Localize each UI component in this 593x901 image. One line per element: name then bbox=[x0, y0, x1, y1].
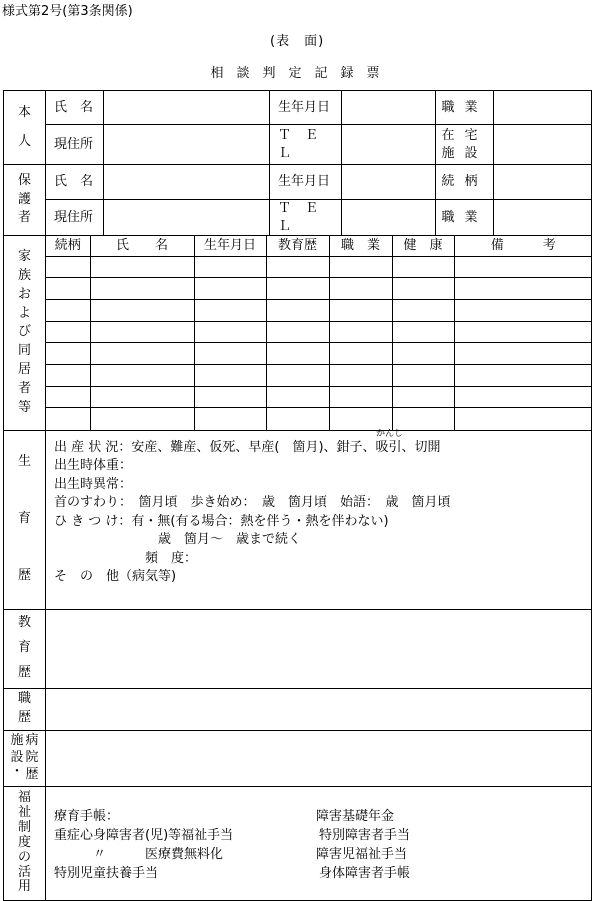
hospital-field[interactable] bbox=[46, 730, 592, 786]
welfare-item: 特別障害者手当 bbox=[319, 828, 411, 844]
education-label: 教 育 歴 bbox=[4, 609, 46, 688]
welfare-item: 身体障害者手帳 bbox=[319, 866, 411, 882]
guardian-relation-label: 続柄 bbox=[436, 165, 494, 200]
hospital-label: 施 設 ・ 病 院 歴 bbox=[4, 730, 46, 786]
person-label: 本 人 bbox=[4, 91, 46, 165]
consultation-form bbox=[3, 90, 592, 901]
family-col-name: 氏 名 bbox=[90, 236, 194, 256]
welfare-item: 療育手帳： bbox=[54, 809, 120, 825]
family-col-birth: 生年月日 bbox=[194, 236, 266, 256]
welfare-item: 障害児福祉手当 bbox=[316, 847, 408, 863]
person-name-field[interactable] bbox=[104, 91, 270, 125]
person-tel-label: ＴＥＬ bbox=[270, 125, 342, 165]
welfare-label: 福 祉 制 度 の 活 用 bbox=[4, 786, 46, 900]
side-label: (表 面) bbox=[270, 34, 325, 49]
guardian-job-field[interactable] bbox=[494, 200, 592, 236]
guardian-tel-label: ＴＥＬ bbox=[270, 200, 342, 236]
person-address-label: 現住所 bbox=[46, 125, 104, 165]
guardian-job-label: 職業 bbox=[436, 200, 494, 236]
table-row[interactable] bbox=[46, 299, 592, 321]
table-row[interactable] bbox=[46, 256, 592, 278]
welfare-item: 重症心身障害者(児)等福祉手当 bbox=[54, 828, 234, 844]
person-job-label: 職業 bbox=[436, 91, 494, 125]
family-label: 家 族 お よ び 同 居 者 等 bbox=[4, 236, 46, 431]
guardian-address-field[interactable] bbox=[104, 200, 270, 236]
convulsion-line: ひ き つ け：有・無(有る場合：熱を伴う・熱を伴わない) bbox=[54, 513, 389, 529]
person-birth-label: 生年月日 bbox=[270, 91, 342, 125]
work-label: 職 歴 bbox=[4, 688, 46, 730]
guardian-relation-field[interactable] bbox=[494, 165, 592, 200]
birth-abnormality-line: 出生時異常： bbox=[54, 476, 133, 492]
list-item bbox=[54, 827, 591, 846]
growth-block[interactable] bbox=[46, 430, 592, 609]
family-table bbox=[46, 236, 592, 430]
family-col-notes: 備 考 bbox=[454, 236, 592, 256]
guardian-name-label: 氏 名 bbox=[46, 165, 104, 200]
guardian-tel-field[interactable] bbox=[342, 200, 436, 236]
person-job-field[interactable] bbox=[494, 91, 592, 125]
family-col-health: 健 康 bbox=[392, 236, 454, 256]
family-col-job: 職 業 bbox=[329, 236, 392, 256]
welfare-block[interactable] bbox=[46, 786, 592, 900]
person-facility-label: 在宅 施設 bbox=[436, 125, 494, 165]
list-item bbox=[54, 808, 591, 827]
person-name-label: 氏 名 bbox=[46, 91, 104, 125]
table-row[interactable] bbox=[46, 365, 592, 387]
guardian-label: 保 護 者 bbox=[4, 165, 46, 236]
person-tel-field[interactable] bbox=[342, 125, 436, 165]
person-birth-field[interactable] bbox=[342, 91, 436, 125]
education-field[interactable] bbox=[46, 609, 592, 688]
guardian-name-field[interactable] bbox=[104, 165, 270, 200]
table-row[interactable] bbox=[46, 408, 592, 430]
table-row[interactable] bbox=[46, 343, 592, 365]
list-item bbox=[54, 846, 591, 865]
person-address-field[interactable] bbox=[104, 125, 270, 165]
welfare-item: 障害基礎年金 bbox=[316, 809, 395, 825]
guardian-birth-field[interactable] bbox=[342, 165, 436, 200]
development-line: 首のすわり： 箇月頃 歩き始め： 歳 箇月頃 始語： 歳 箇月頃 bbox=[54, 495, 451, 511]
convulsion-duration-line: 歳 箇月～ 歳まで続く bbox=[54, 532, 302, 548]
list-item bbox=[54, 865, 591, 884]
guardian-birth-label: 生年月日 bbox=[270, 165, 342, 200]
family-cell bbox=[46, 236, 592, 431]
family-col-relation: 続柄 bbox=[46, 236, 90, 256]
table-row[interactable] bbox=[46, 278, 592, 300]
growth-label: 生 育 歴 bbox=[4, 430, 46, 609]
birth-weight-line: 出生時体重： bbox=[54, 458, 133, 474]
birth-condition-line: 出 産 状 況：安産、難産、仮死、早産( 箇月)、鉗子、吸引、切開 bbox=[54, 439, 441, 455]
other-line: そ の 他（病気等) bbox=[54, 569, 177, 585]
table-row[interactable] bbox=[46, 386, 592, 408]
forceps-ruby: かんし bbox=[376, 428, 404, 439]
page-title: 相談判定記録票 bbox=[210, 66, 393, 81]
welfare-item: 特別児童扶養手当 bbox=[54, 866, 159, 882]
family-header-row bbox=[46, 236, 592, 256]
family-col-education: 教育歴 bbox=[266, 236, 329, 256]
frequency-line: 頻 度： bbox=[54, 550, 198, 566]
guardian-address-label: 現住所 bbox=[46, 200, 104, 236]
welfare-item: 〃 医療費無料化 bbox=[54, 847, 224, 863]
table-row[interactable] bbox=[46, 321, 592, 343]
form-number: 様式第2号(第3条関係) bbox=[2, 4, 133, 19]
work-field[interactable] bbox=[46, 688, 592, 730]
person-facility-field[interactable] bbox=[494, 125, 592, 165]
